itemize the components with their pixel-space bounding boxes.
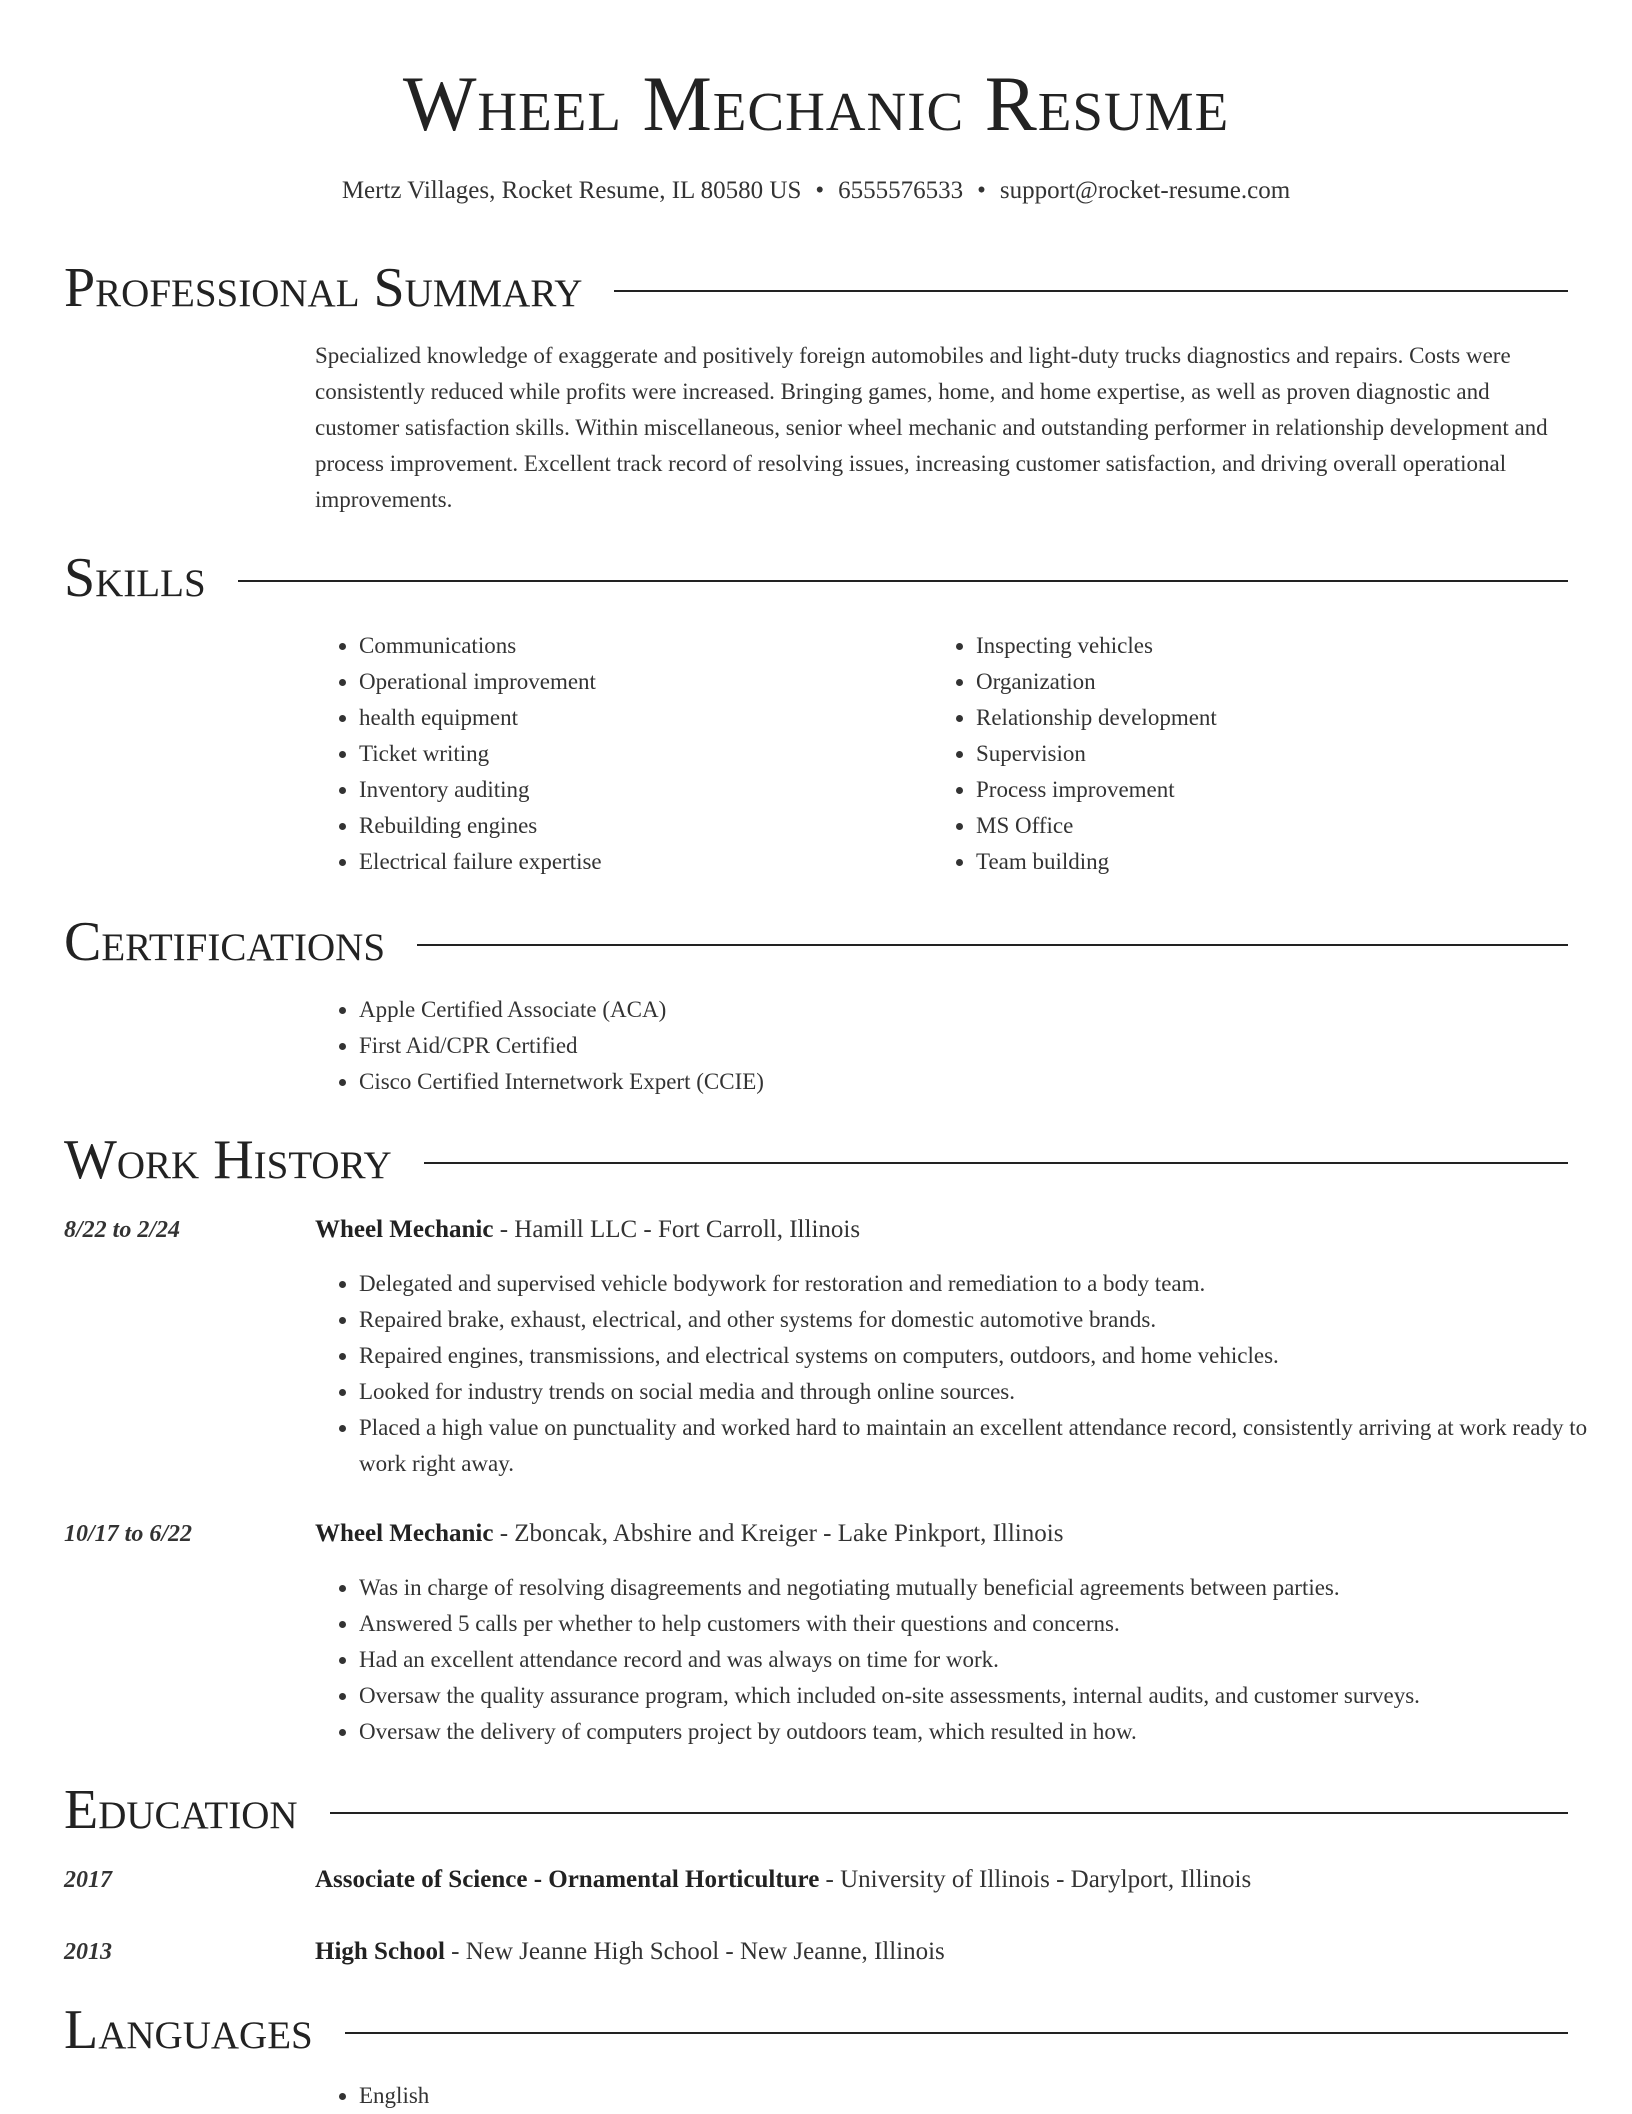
certifications-section-header (64, 912, 1568, 972)
language-item: • English (359, 2078, 1612, 2114)
certification-item: • Cisco Certified Internetwork Expert (CCIE) (359, 1064, 1612, 1100)
resume-title: Wheel Mechanic Resume (402, 60, 1230, 147)
job-bullet: • Oversaw the delivery of computers project by outdoors team, which resulted in how. (359, 1714, 1612, 1750)
section-title: Professional Summary (64, 257, 583, 319)
skill-item: • Inspecting vehicles (976, 628, 1596, 664)
section-title: Languages (64, 1999, 313, 2061)
job-bullet: • Repaired brake, exhaust, electrical, and other systems for domestic automotive brands. (359, 1302, 1612, 1338)
section-divider (614, 290, 1568, 292)
skill-item: • Process improvement (976, 772, 1596, 808)
degree: High School (315, 1938, 445, 1965)
skill-item: • Communications (359, 628, 919, 664)
job-bullet: • Looked for industry trends on social media and through online sources. (359, 1374, 1612, 1410)
section-title: Work History (64, 1129, 392, 1191)
skill-item: • Team building (976, 844, 1596, 880)
skill-item: • health equipment (359, 700, 919, 736)
skills-list-right (932, 628, 1596, 880)
job-dates: 10/17 to 6/22 (64, 1521, 193, 1547)
skill-item: • Relationship development (976, 700, 1596, 736)
education-entry (315, 1934, 1568, 1970)
job-title-line (315, 1516, 1568, 1552)
certifications-list (315, 992, 1612, 1100)
section-title: Certifications (64, 911, 386, 973)
education-section-header (64, 1780, 1568, 1840)
skill-item: • Inventory auditing (359, 772, 919, 808)
job-details: - Hamill LLC - Fort Carroll, Illinois (493, 1216, 861, 1243)
job-bullet: • Repaired engines, transmissions, and electrical systems on computers, outdoors, and home vehicles. (359, 1338, 1612, 1374)
education-year: 2017 (64, 1867, 112, 1893)
languages-list (315, 2078, 1612, 2114)
skill-item: • Organization (976, 664, 1596, 700)
job-details: - Zboncak, Abshire and Kreiger - Lake Pinkport, Illinois (493, 1520, 1064, 1547)
section-divider (345, 2032, 1568, 2034)
phone: 6555576533 (838, 177, 964, 204)
certification-item: • First Aid/CPR Certified (359, 1028, 1612, 1064)
job-role: Wheel Mechanic (315, 1520, 494, 1547)
job-bullets (315, 1570, 1612, 1750)
education-year: 2013 (64, 1939, 112, 1965)
skills-list-left (315, 628, 919, 880)
section-title: Skills (64, 547, 206, 609)
skills-section-header (64, 548, 1568, 608)
email: support@rocket-resume.com (999, 177, 1291, 204)
section-divider (238, 580, 1568, 582)
skill-item: • Electrical failure expertise (359, 844, 919, 880)
education-entry (315, 1862, 1568, 1898)
job-bullets (315, 1266, 1612, 1482)
job-bullet: • Placed a high value on punctuality and worked hard to maintain an excellent attendance record, consistently arriving at work ready to work right away. (359, 1410, 1612, 1482)
skill-item: • Ticket writing (359, 736, 919, 772)
job-role: Wheel Mechanic (315, 1216, 494, 1243)
job-title-line (315, 1212, 1568, 1248)
section-divider (424, 1162, 1568, 1164)
school-details: - New Jeanne High School - New Jeanne, Illinois (444, 1938, 945, 1965)
skill-item: • Rebuilding engines (359, 808, 919, 844)
job-dates: 8/22 to 2/24 (64, 1217, 181, 1243)
skill-item: • Operational improvement (359, 664, 919, 700)
separator: • (815, 177, 825, 204)
certification-item: • Apple Certified Associate (ACA) (359, 992, 1612, 1028)
address: Mertz Villages, Rocket Resume, IL 80580 US (341, 177, 802, 204)
contact-line (0, 176, 1632, 206)
languages-section-header (64, 2000, 1568, 2060)
job-bullet: • Answered 5 calls per whether to help customers with their questions and concerns. (359, 1606, 1612, 1642)
skill-item: • Supervision (976, 736, 1596, 772)
job-bullet: • Oversaw the quality assurance program, which included on-site assessments, internal audits, and customer surveys. (359, 1678, 1612, 1714)
degree: Associate of Science - Ornamental Horticulture (315, 1866, 820, 1893)
school-details: - University of Illinois - Darylport, Illinois (819, 1866, 1252, 1893)
skill-item: • MS Office (976, 808, 1596, 844)
section-divider (417, 944, 1568, 946)
section-title: Education (64, 1779, 298, 1841)
job-bullet: • Was in charge of resolving disagreements and negotiating mutually beneficial agreements between parties. (359, 1570, 1612, 1606)
job-bullet: • Had an excellent attendance record and was always on time for work. (359, 1642, 1612, 1678)
work-history-section-header (64, 1130, 1568, 1190)
summary-text: Specialized knowledge of exaggerate and positively foreign automobiles and light-duty trucks diagnostics and repairs. Costs were consistently reduced while profits were increased. Bringing games, home, and home expertise, as well as proven diagnostic and customer satisfaction skills. Within miscellaneous, senior wheel mechanic and outstanding performer in relationship development and process improvement. Excellent track record of resolving issues, increasing customer satisfaction, and driving overall operational improvements. (315, 343, 1548, 512)
separator: • (977, 177, 986, 204)
job-bullet: • Delegated and supervised vehicle bodywork for restoration and remediation to a body team. (359, 1266, 1612, 1302)
summary-section-header (64, 258, 1568, 318)
section-divider (330, 1812, 1568, 1814)
